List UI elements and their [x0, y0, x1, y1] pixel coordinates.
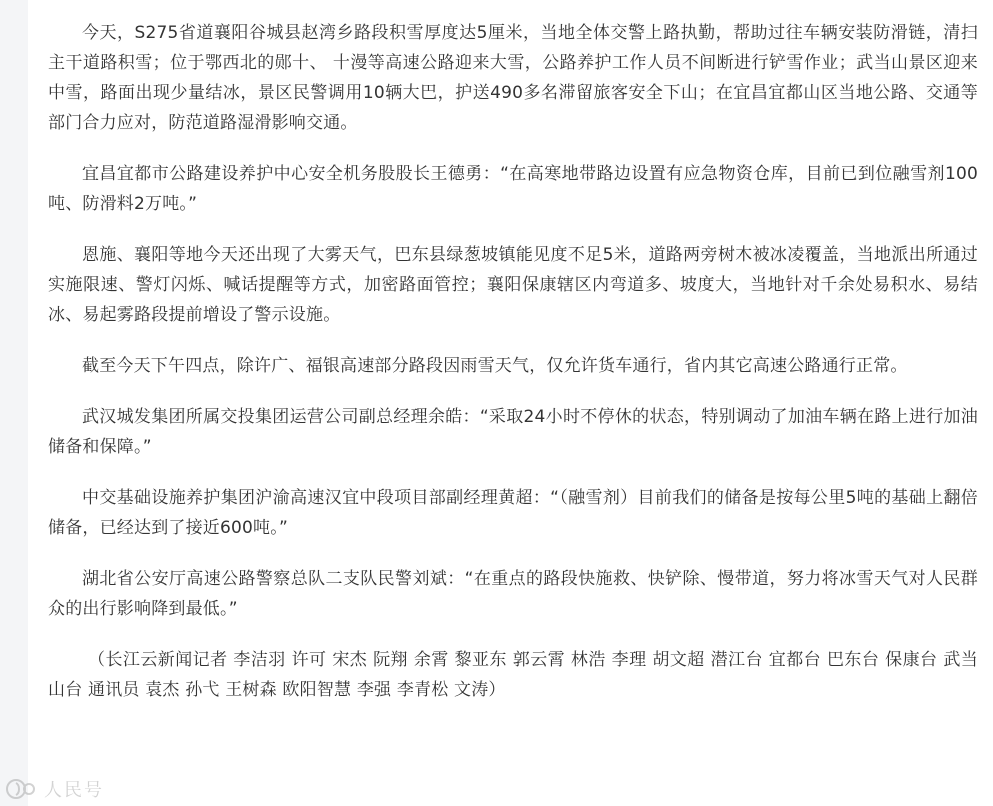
article-body	[48, 18, 978, 726]
paragraph-quote-yu-hao: 武汉城发集团所属交投集团运营公司副总经理余皓：“采取24小时不停休的状态，特别调动了加油车辆在路上进行加油储备和保障。”	[48, 407, 978, 457]
watermark-logo-icon	[4, 777, 38, 801]
paragraph-road-conditions: 今天，S275省道襄阳谷城县赵湾乡路段积雪厚度达5厘米，当地全体交警上路执勤，帮助过往车辆安装防滑链，清扫主干道路积雪；位于鄂西北的郧十、 十漫等高速公路迎来大雪，公路养护工作人员不间断进行铲雪作业；武当山景区迎来中雪，路面出现少量结冰，景区民警调用10辆大巴，护送490多名滞留旅客安全下山；在宜昌宜都山区当地公路、交通等部门合力应对，防范道路湿滑影响交通。	[48, 23, 978, 133]
paragraph-quote-huang-chao: 中交基础设施养护集团沪渝高速汉宜中段项目部副经理黄超：“（融雪剂）目前我们的储备是按每公里5吨的基础上翻倍储备，已经达到了接近600吨。”	[48, 488, 978, 538]
paragraph-quote-wang-deyong: 宜昌宜都市公路建设养护中心安全机务股股长王德勇：“在高寒地带路边设置有应急物资仓库，目前已到位融雪剂100吨、防滑料2万吨。”	[48, 164, 978, 214]
watermark	[4, 776, 104, 802]
paragraph-quote-liu-bin: 湖北省公安厅高速公路警察总队二支队民警刘斌：“在重点的路段快施救、快铲除、慢带道，努力将冰雪天气对人民群众的出行影响降到最低。”	[48, 569, 978, 619]
watermark-text: 人民号	[44, 780, 104, 801]
paragraph-highway-status: 截至今天下午四点，除许广、福银高速部分路段因雨雪天气，仅允许货车通行，省内其它高速公路通行正常。	[82, 356, 908, 376]
reporter-credits: （长江云新闻记者 李洁羽 许可 宋杰 阮翔 余霄 黎亚东 郭云霄 林浩 李理 胡文超 潜江台 宜都台 巴东台 保康台 武当山台 通讯员 袁杰 孙弋 王树森 欧阳智慧 李强 李青松 文涛）	[48, 650, 978, 700]
paragraph-fog-conditions: 恩施、襄阳等地今天还出现了大雾天气，巴东县绿葱坡镇能见度不足5米，道路两旁树木被冰凌覆盖，当地派出所通过实施限速、警灯闪烁、喊话提醒等方式，加密路面管控；襄阳保康辖区内弯道多、坡度大，当地针对千余处易积水、易结冰、易起雾路段提前增设了警示设施。	[48, 245, 978, 325]
left-gutter	[0, 0, 28, 806]
